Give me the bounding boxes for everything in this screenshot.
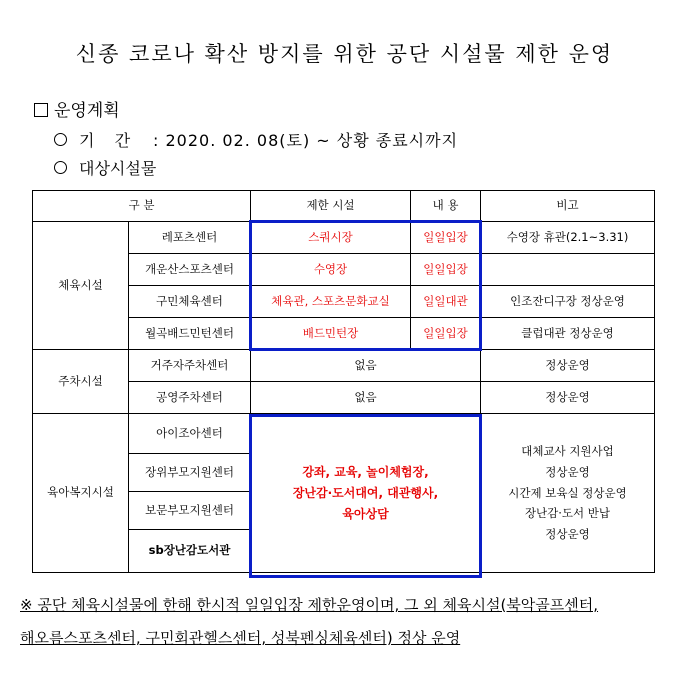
facility-name: 레포츠센터 (129, 222, 251, 254)
childcare-remarks-line: 정상운영 (545, 527, 590, 542)
facility-name: 구민체육센터 (129, 286, 251, 318)
remarks: 인조잔디구장 정상운영 (481, 286, 655, 318)
restricted-facility: 체육관, 스포츠문화교실 (251, 286, 411, 318)
restricted-facility: 없음 (251, 382, 481, 414)
childcare-remarks-line: 대체교사 지원사업 (521, 444, 614, 459)
remarks: 클럽대관 정상운영 (481, 318, 655, 350)
facility-name: 개운산스포츠센터 (129, 254, 251, 286)
facility-name: 보문부모지원센터 (129, 492, 251, 530)
restricted-facility: 스쿼시장 (251, 222, 411, 254)
table-header-row (33, 191, 655, 222)
circle-bullet-icon (54, 133, 67, 146)
childcare-remarks (481, 414, 655, 573)
header-remarks: 비고 (481, 191, 655, 222)
facility-name: 아이조아센터 (129, 414, 251, 454)
facility-name: sb장난감도서관 (129, 530, 251, 573)
facility-name: 거주자주차센터 (129, 350, 251, 382)
restricted-facility: 없음 (251, 350, 481, 382)
remarks: 수영장 휴관(2.1~3.31) (481, 222, 655, 254)
restriction-content: 일일입장 (411, 222, 481, 254)
facility-table (32, 190, 655, 573)
target-line (54, 156, 156, 179)
period-line (54, 128, 458, 151)
facility-name: 장위부모지원센터 (129, 454, 251, 492)
restriction-content: 일일입장 (411, 318, 481, 350)
header-category: 구 분 (33, 191, 251, 222)
table-row (33, 350, 655, 382)
target-label: 대상시설물 (79, 159, 157, 178)
facility-name: 공영주차센터 (129, 382, 251, 414)
restricted-facility: 수영장 (251, 254, 411, 286)
period-value: : 2020. 02. 08(토) ~ 상황 종료시까지 (153, 131, 459, 150)
restriction-content: 일일입장 (411, 254, 481, 286)
restriction-content: 일일대관 (411, 286, 481, 318)
childcare-remarks-line: 시간제 보육실 정상운영 (508, 485, 627, 500)
childcare-remarks-line: 장난감·도서 반납 (524, 506, 611, 521)
childcare-restricted (251, 414, 481, 573)
page-title: 신종 코로나 확산 방지를 위한 공단 시설물 제한 운영 (75, 42, 614, 66)
remarks: 정상운영 (481, 382, 655, 414)
category-sports: 체육시설 (33, 222, 129, 350)
restricted-facility: 배드민턴장 (251, 318, 411, 350)
header-content: 내 용 (411, 191, 481, 222)
childcare-remarks-line: 정상운영 (545, 464, 590, 479)
childcare-restricted-line: 육아상담 (342, 506, 389, 521)
table-row (33, 414, 655, 454)
checkbox-square-icon (34, 103, 48, 117)
category-parking: 주차시설 (33, 350, 129, 414)
table-row (33, 222, 655, 254)
childcare-restricted-line: 장난감·도서대여, 대관행사, (292, 485, 439, 500)
plan-heading (34, 96, 120, 121)
remarks (481, 254, 655, 286)
footnote-line: ※ 공단 체육시설물에 한해 한시적 일일입장 제한운영이며, 그 외 체육시설(북악골프센터, (20, 596, 599, 614)
circle-bullet-icon (54, 161, 67, 174)
childcare-restricted-line: 강좌, 교육, 놀이체험장, (302, 464, 429, 479)
category-childcare: 육아복지시설 (33, 414, 129, 573)
plan-heading-label: 운영계획 (54, 101, 120, 121)
facility-name: 월곡배드민턴센터 (129, 318, 251, 350)
remarks: 정상운영 (481, 350, 655, 382)
footnote-line: 해오름스포츠센터, 구민회관헬스센터, 성북펜싱체육센터) 정상 운영 (20, 629, 461, 647)
header-restricted: 제한 시설 (251, 191, 411, 222)
period-label: 기 간 (79, 131, 131, 150)
